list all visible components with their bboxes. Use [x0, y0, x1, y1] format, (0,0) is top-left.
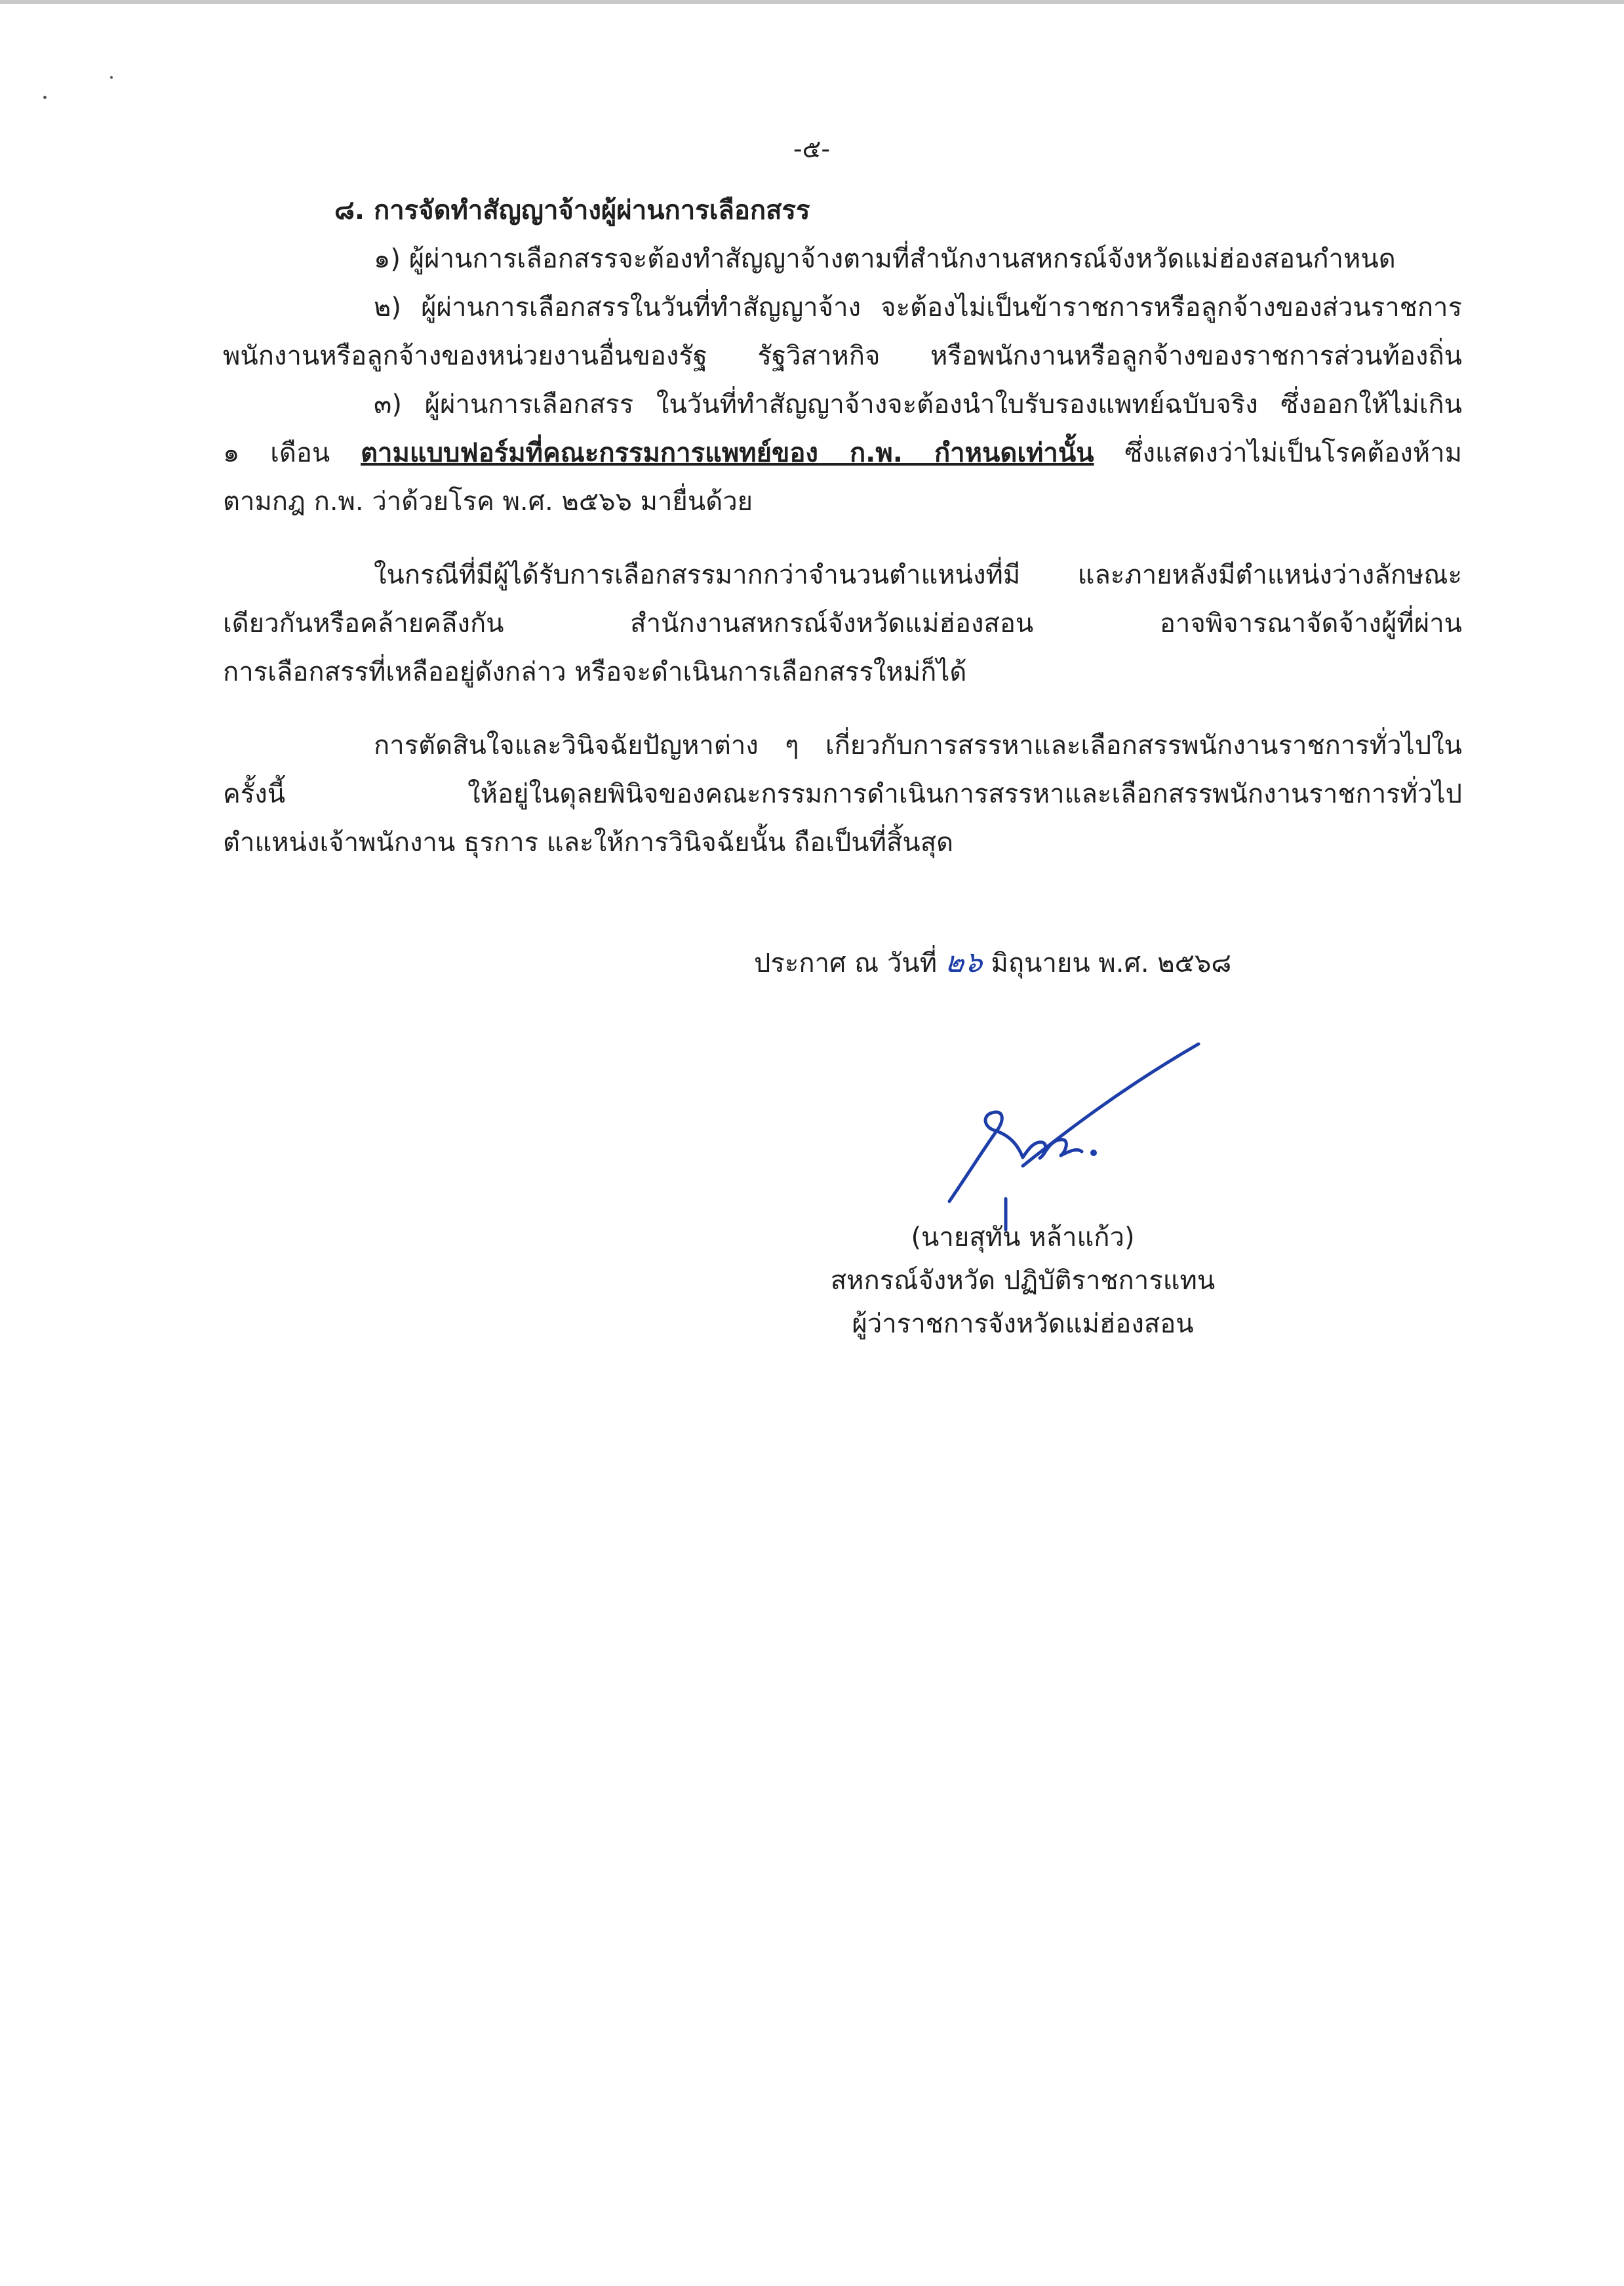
signatory-on-behalf: ผู้ว่าราชการจังหวัดแม่ฮ่องสอน	[852, 1309, 1194, 1339]
item-2-line-1: ๒) ผู้ผ่านการเลือกสรรในวันที่ทำสัญญาจ้าง จะต้องไม่เป็นข้าราชการหรือลูกจ้างของส่วนราชการ	[374, 292, 1462, 323]
paragraph-decision-line-3: ตำแหน่งเจ้าพนักงาน ธุรการ และให้การวินิจฉัยนั้น ถือเป็นที่สิ้นสุด	[223, 828, 954, 858]
document-body	[223, 186, 1462, 867]
item-3-continuation: ซึ่งแสดงว่าไม่เป็นโรคต้องห้าม	[1094, 438, 1462, 468]
item-3-line-3: ตามกฎ ก.พ. ว่าด้วยโรค พ.ศ. ๒๕๖๖ มายื่นด้วย	[223, 487, 753, 517]
paragraph-vacancy-line-1: ในกรณีที่มีผู้ได้รับการเลือกสรรมากกว่าจำนวนตำแหน่งที่มี และภายหลังมีตำแหน่งว่างลักษณะ	[374, 560, 1462, 590]
signature-image	[924, 1036, 1219, 1233]
announcement-suffix: มิถุนายน พ.ศ. ๒๕๖๘	[982, 948, 1232, 978]
paragraph-vacancy-line-2: เดียวกันหรือคล้ายคลึงกัน สำนักงานสหกรณ์จังหวัดแม่ฮ่องสอน อาจพิจารณาจัดจ้างผู้ที่ผ่าน	[223, 609, 1462, 639]
signature-dot	[1090, 1150, 1097, 1156]
item-3-line-1: ๓) ผู้ผ่านการเลือกสรร ในวันที่ทำสัญญาจ้างจะต้องนำใบรับรองแพทย์ฉบับจริง ซึ่งออกให้ไม่เกิน	[374, 390, 1462, 420]
paragraph-vacancy	[223, 551, 1462, 696]
scan-speck	[110, 76, 113, 79]
paragraph-decision-line-1: การตัดสินใจและวินิจฉัยปัญหาต่าง ๆ เกี่ยวกับการสรรหาและเลือกสรรพนักงานราชการทั่วไปใน	[374, 731, 1462, 761]
announcement-prefix: ประกาศ ณ วันที่	[754, 948, 945, 978]
signatory-name: (นายสุทัน หล้าแก้ว)	[911, 1222, 1135, 1253]
scan-edge	[0, 0, 1624, 4]
item-3-duration: ๑ เดือน	[223, 438, 361, 468]
handwritten-day: ๒๖	[942, 946, 986, 979]
item-1: ๑) ผู้ผ่านการเลือกสรรจะต้องทำสัญญาจ้างตามที่สำนักงานสหกรณ์จังหวัดแม่ฮ่องสอนกำหนด	[374, 244, 1396, 274]
item-3-emphasis: ตามแบบฟอร์มที่คณะกรรมการแพทย์ของ ก.พ. กำหนดเท่านั้น	[361, 438, 1094, 468]
page-number: -๕-	[793, 134, 831, 163]
scan-speck	[43, 96, 47, 99]
section-heading: ๘. การจัดทำสัญญาจ้างผู้ผ่านการเลือกสรร	[334, 195, 810, 226]
paragraph-decision-line-2: ครั้งนี้ ให้อยู่ในดุลยพินิจของคณะกรรมการดำเนินการสรรหาและเลือกสรรพนักงานราชการทั่วไป	[223, 779, 1462, 809]
signatory-position: สหกรณ์จังหวัด ปฏิบัติราชการแทน	[830, 1266, 1216, 1296]
paragraph-vacancy-line-3: การเลือกสรรที่เหลืออยู่ดังกล่าว หรือจะดำเนินการเลือกสรรใหม่ก็ได้	[223, 657, 967, 687]
item-3-line-2	[223, 429, 1462, 477]
item-2-line-2: พนักงานหรือลูกจ้างของหน่วยงานอื่นของรัฐ รัฐวิสาหกิจ หรือพนักงานหรือลูกจ้างของราชการส่วนท้องถิ่น	[223, 341, 1462, 371]
paragraph-decision	[223, 721, 1462, 867]
signature-block	[774, 1216, 1272, 1346]
announcement-date	[754, 939, 1231, 985]
